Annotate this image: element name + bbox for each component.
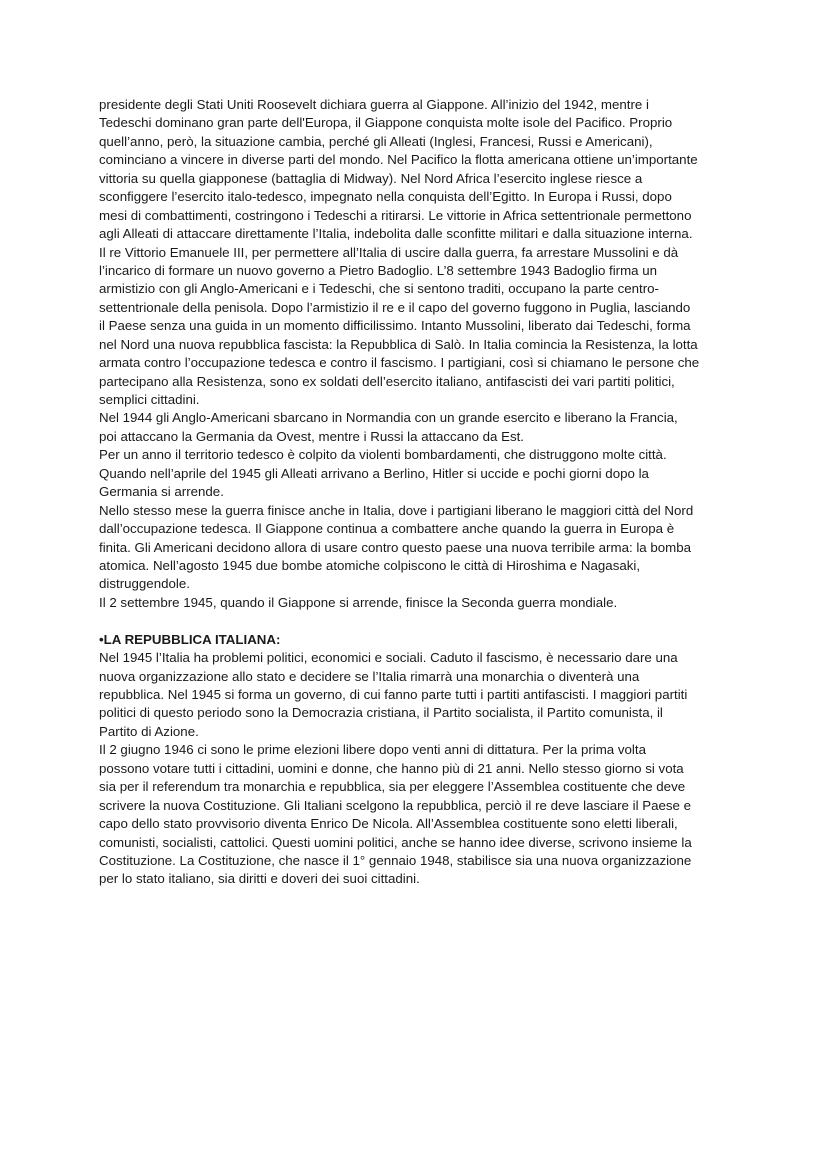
repubblica-text-line: repubblica. Nel 1945 si forma un governo, di cui fanno parte tutti i partiti antifascisti. I maggiori partiti [99, 687, 688, 702]
ww2-text-line: distruggendole. [99, 576, 190, 592]
repubblica-text-line: politici di questo periodo sono la Democrazia cristiana, il Partito socialista, il Partito comunista, il [99, 705, 663, 721]
repubblica-text-line: Il 2 giugno 1946 ci sono le prime elezioni libere dopo venti anni di dittatura. Per la prima volta [99, 742, 646, 758]
ww2-text-line: semplici cittadini. [99, 392, 200, 407]
ww2-text-line: settentrionale della penisola. Dopo l’armistizio il re e il capo del governo fuggono in Puglia, lasciando [99, 299, 691, 315]
repubblica-text-line: scrivere la nuova Costituzione. Gli Italiani scelgono la repubblica, perciò il re deve lasciare il Paese e [99, 797, 692, 813]
repubblica-text-line: comunisti, socialisti, cattolici. Questi uomini politici, anche se hanno idee diverse, scrivono insieme la [99, 834, 692, 850]
ww2-text-line: vittoria su quella giapponese (battaglia di Midway). Nel Nord Africa l’esercito inglese riesce a [99, 170, 643, 186]
ww2-text-line: Germania si arrende. [99, 484, 224, 500]
repubblica-text-line: Partito di Azione. [99, 723, 199, 739]
ww2-text-line: l’incarico di formare un nuovo governo a Pietro Badoglio. L’8 settembre 1943 Badoglio firma un [99, 262, 658, 278]
repubblica-text-line: per lo stato italiano, sia diritti e doveri dei suoi cittadini. [99, 871, 420, 887]
ww2-text-line: il Paese senza una guida in un momento difficilissimo. Intanto Mussolini, liberato dai Tedeschi, forma [99, 318, 691, 334]
ww2-text-line: sconfiggere l’esercito italo-tedesco, impegnato nella conquista dell’Egitto. In Europa i Russi, dopo [99, 189, 672, 205]
ww2-text-line: agli Alleati di attaccare direttamente l’Italia, indebolita dalle sconfitte militari e dalla situazione interna. [99, 226, 693, 242]
ww2-text-line: poi attaccano la Germania da Ovest, mentre i Russi la attaccano da Est. [99, 428, 524, 444]
repubblica-text-line: nuova organizzazione allo stato e decidere se l’Italia rimarrà una monarchia o diventerà una [99, 668, 640, 684]
repubblica-text-line: sia per il referendum tra monarchia e repubblica, sia per eleggere l’Assemblea costituente che deve [99, 779, 686, 795]
ww2-text-line: partecipano alla Resistenza, sono ex soldati dell’esercito italiano, antifascisti dei vari partiti politici, [99, 373, 675, 389]
section-heading-repubblica: •LA REPUBBLICA ITALIANA: [99, 631, 281, 647]
repubblica-text-line: Nel 1945 l’Italia ha problemi politici, economici e sociali. Caduto il fascismo, è necessario dare una [99, 650, 678, 666]
ww2-text-line: Il re Vittorio Emanuele III, per permettere all’Italia di uscire dalla guerra, fa arrestare Mussolini e dà [99, 244, 679, 260]
ww2-text-line: presidente degli Stati Uniti Roosevelt dichiara guerra al Giappone. All’inizio del 1942, mentre i [99, 97, 649, 112]
repubblica-text-line: Costituzione. La Costituzione, che nasce il 1° gennaio 1948, stabilisce sia una nuova organizzazione [99, 852, 692, 868]
ww2-text-line: Nel 1944 gli Anglo-Americani sbarcano in Normandia con un grande esercito e liberano la Francia, [99, 410, 678, 426]
ww2-text-line: cominciano a vincere in diverse parti del mondo. Nel Pacifico la flotta americana ottiene un’importante [99, 152, 698, 168]
document-page [99, 96, 739, 889]
ww2-text-line: Per un anno il territorio tedesco è colpito da violenti bombardamenti, che distruggono molte città. [99, 447, 667, 463]
ww2-narrative [99, 96, 739, 612]
repubblica-narrative [99, 649, 739, 889]
ww2-text-line: finita. Gli Americani decidono allora di usare contro questo paese una nuova terribile arma: la bomba [99, 539, 692, 555]
ww2-text-line: mesi di combattimenti, costringono i Tedeschi a ritirarsi. Le vittorie in Africa settentrionale permettono [99, 207, 692, 223]
ww2-text-line: dall’occupazione tedesca. Il Giappone continua a combattere anche quando la guerra in Europa è [99, 521, 675, 537]
repubblica-text-line: possono votare tutti i cittadini, uomini e donne, che hanno più di 21 anni. Nello stesso giorno si vota [99, 760, 684, 776]
ww2-text-line: Nello stesso mese la guerra finisce anche in Italia, dove i partigiani liberano le maggiori città del Nord [99, 502, 694, 518]
ww2-text-line: quell’anno, però, la situazione cambia, perché gli Alleati (Inglesi, Francesi, Russi e Americani), [99, 133, 653, 149]
repubblica-text-line: capo dello stato provvisorio diventa Enrico De Nicola. All’Assemblea costituente sono eletti liberali, [99, 816, 678, 832]
ww2-text-line: Quando nell’aprile del 1945 gli Alleati arrivano a Berlino, Hitler si uccide e pochi giorni dopo la [99, 465, 649, 481]
section-spacer [99, 612, 739, 630]
ww2-text-line: atomica. Nell’agosto 1945 due bombe atomiche colpiscono le città di Hiroshima e Nagasaki, [99, 557, 641, 573]
ww2-text-line: Tedeschi dominano gran parte dell'Europa, il Giappone conquista molte isole del Pacifico. Proprio [99, 115, 673, 131]
ww2-text-line: armistizio con gli Anglo-Americani e i Tedeschi, che si sentono traditi, occupano la parte centro- [99, 281, 659, 297]
ww2-text-line: nel Nord una nuova repubblica fascista: la Repubblica di Salò. In Italia comincia la Resistenza, la lotta [99, 336, 698, 352]
ww2-text-line: Il 2 settembre 1945, quando il Giappone si arrende, finisce la Seconda guerra mondiale. [99, 594, 618, 610]
ww2-text-line: armata contro l’occupazione tedesca e contro il fascismo. I partigiani, così si chiamano le persone che [99, 355, 700, 371]
